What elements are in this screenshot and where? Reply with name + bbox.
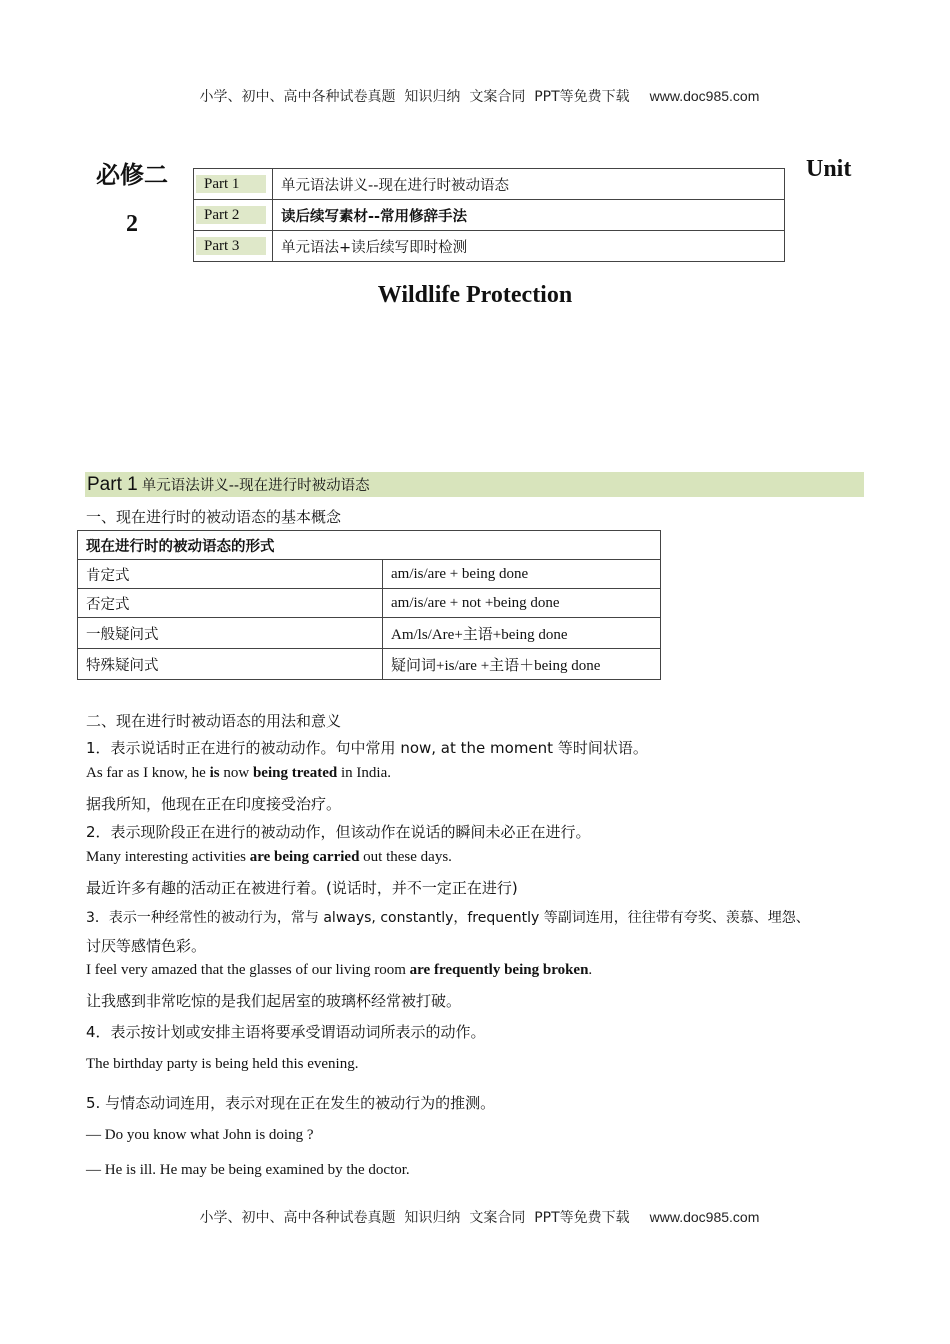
usage-3-line1: 3．表示一种经常性的被动行为，常与 always, constantly，frequently 等副词连用，往往带有夸奖、羡慕、埋怨、 — [86, 910, 810, 926]
example-text: As far as I know, he — [86, 765, 210, 781]
usage-3-example — [86, 962, 592, 979]
footer-text: 小学、初中、高中各种试卷真题 知识归纳 文案合同 PPT等免费下载 — [199, 1210, 630, 1226]
example-text: . — [588, 962, 593, 978]
section1-heading: 一、现在进行时的被动语态的基本概念 — [86, 508, 342, 526]
table-row — [78, 560, 661, 589]
table-row — [78, 649, 661, 680]
part-desc: 单元语法讲义--现在进行时被动语态 — [273, 169, 785, 200]
example-text: I feel very amazed that the glasses of our living room — [86, 962, 410, 978]
usage-3-translation: 让我感到非常吃惊的是我们起居室的玻璃杯经常被打破。 — [86, 992, 462, 1010]
parts-row — [194, 200, 785, 231]
form-name: 特殊疑问式 — [78, 649, 383, 680]
unit-label: Unit — [806, 156, 852, 182]
example-text: Many interesting activities — [86, 849, 250, 865]
header-url[interactable]: www.doc985.com — [649, 88, 760, 104]
parts-table — [193, 168, 785, 262]
form-name: 一般疑问式 — [78, 618, 383, 649]
section2-heading: 二、现在进行时被动语态的用法和意义 — [86, 712, 342, 730]
example-text: out these days. — [359, 849, 452, 865]
example-bold: are being carried — [249, 849, 360, 865]
table-row — [78, 618, 661, 649]
book-label-line2: 2 — [126, 211, 138, 237]
example-bold: is — [209, 765, 220, 781]
usage-1: 1．表示说话时正在进行的被动动作。句中常用 now, at the moment 等时间状语。 — [86, 739, 648, 757]
form-name: 否定式 — [78, 589, 383, 618]
example-text: in India. — [337, 765, 391, 781]
usage-2: 2．表示现阶段正在进行的被动动作，但该动作在说话的瞬间未必正在进行。 — [86, 823, 591, 841]
section-part-number: Part 1 — [87, 474, 138, 495]
part-label: Part 2 — [196, 206, 266, 224]
usage-5-example-2: — He is ill. He may be being examined by the doctor. — [86, 1162, 410, 1178]
part-desc: 读后续写素材--常用修辞手法 — [273, 200, 785, 231]
form-structure: am/is/are + not +being done — [383, 589, 661, 618]
example-bold: being treated — [252, 765, 338, 781]
document-title: Wildlife Protection — [377, 282, 573, 308]
form-name: 肯定式 — [78, 560, 383, 589]
form-structure: am/is/are + being done — [383, 560, 661, 589]
book-label-line1: 必修二 — [96, 163, 168, 189]
usage-1-example — [86, 765, 391, 782]
usage-2-example — [86, 849, 452, 866]
usage-5-example-1: — Do you know what John is doing ? — [86, 1127, 314, 1143]
usage-5: 5. 与情态动词连用，表示对现在正在发生的被动行为的推测。 — [86, 1094, 496, 1112]
usage-2-translation: 最近许多有趣的活动正在被进行着。(说话时，并不一定正在进行) — [86, 879, 518, 897]
part-desc: 单元语法+读后续写即时检测 — [273, 231, 785, 262]
part-label: Part 1 — [196, 175, 266, 193]
table-row — [78, 589, 661, 618]
page-footer — [0, 1191, 950, 1227]
forms-table — [77, 530, 661, 680]
form-structure: 疑问词+is/are +主语＋being done — [383, 649, 661, 680]
header-text: 小学、初中、高中各种试卷真题 知识归纳 文案合同 PPT等免费下载 — [199, 89, 630, 105]
section-title: 单元语法讲义--现在进行时被动语态 — [141, 478, 370, 494]
footer-url[interactable]: www.doc985.com — [649, 1209, 760, 1225]
part-label: Part 3 — [196, 237, 266, 255]
usage-3-line2: 讨厌等感情色彩。 — [86, 937, 207, 955]
form-structure: Am/ls/Are+主语+being done — [383, 618, 661, 649]
usage-1-translation: 据我所知，他现在正在印度接受治疗。 — [86, 795, 342, 813]
usage-4: 4．表示按计划或安排主语将要承受谓语动词所表示的动作。 — [86, 1023, 486, 1041]
example-bold: are frequently being broken — [409, 962, 589, 978]
forms-table-header — [78, 531, 661, 560]
forms-table-title: 现在进行时的被动语态的形式 — [78, 531, 661, 560]
parts-row — [194, 231, 785, 262]
section-bar — [85, 472, 864, 497]
example-text: now — [219, 765, 253, 781]
parts-row — [194, 169, 785, 200]
usage-4-example: The birthday party is being held this evening. — [86, 1056, 359, 1072]
page-header — [0, 70, 950, 106]
book-label — [90, 152, 174, 248]
